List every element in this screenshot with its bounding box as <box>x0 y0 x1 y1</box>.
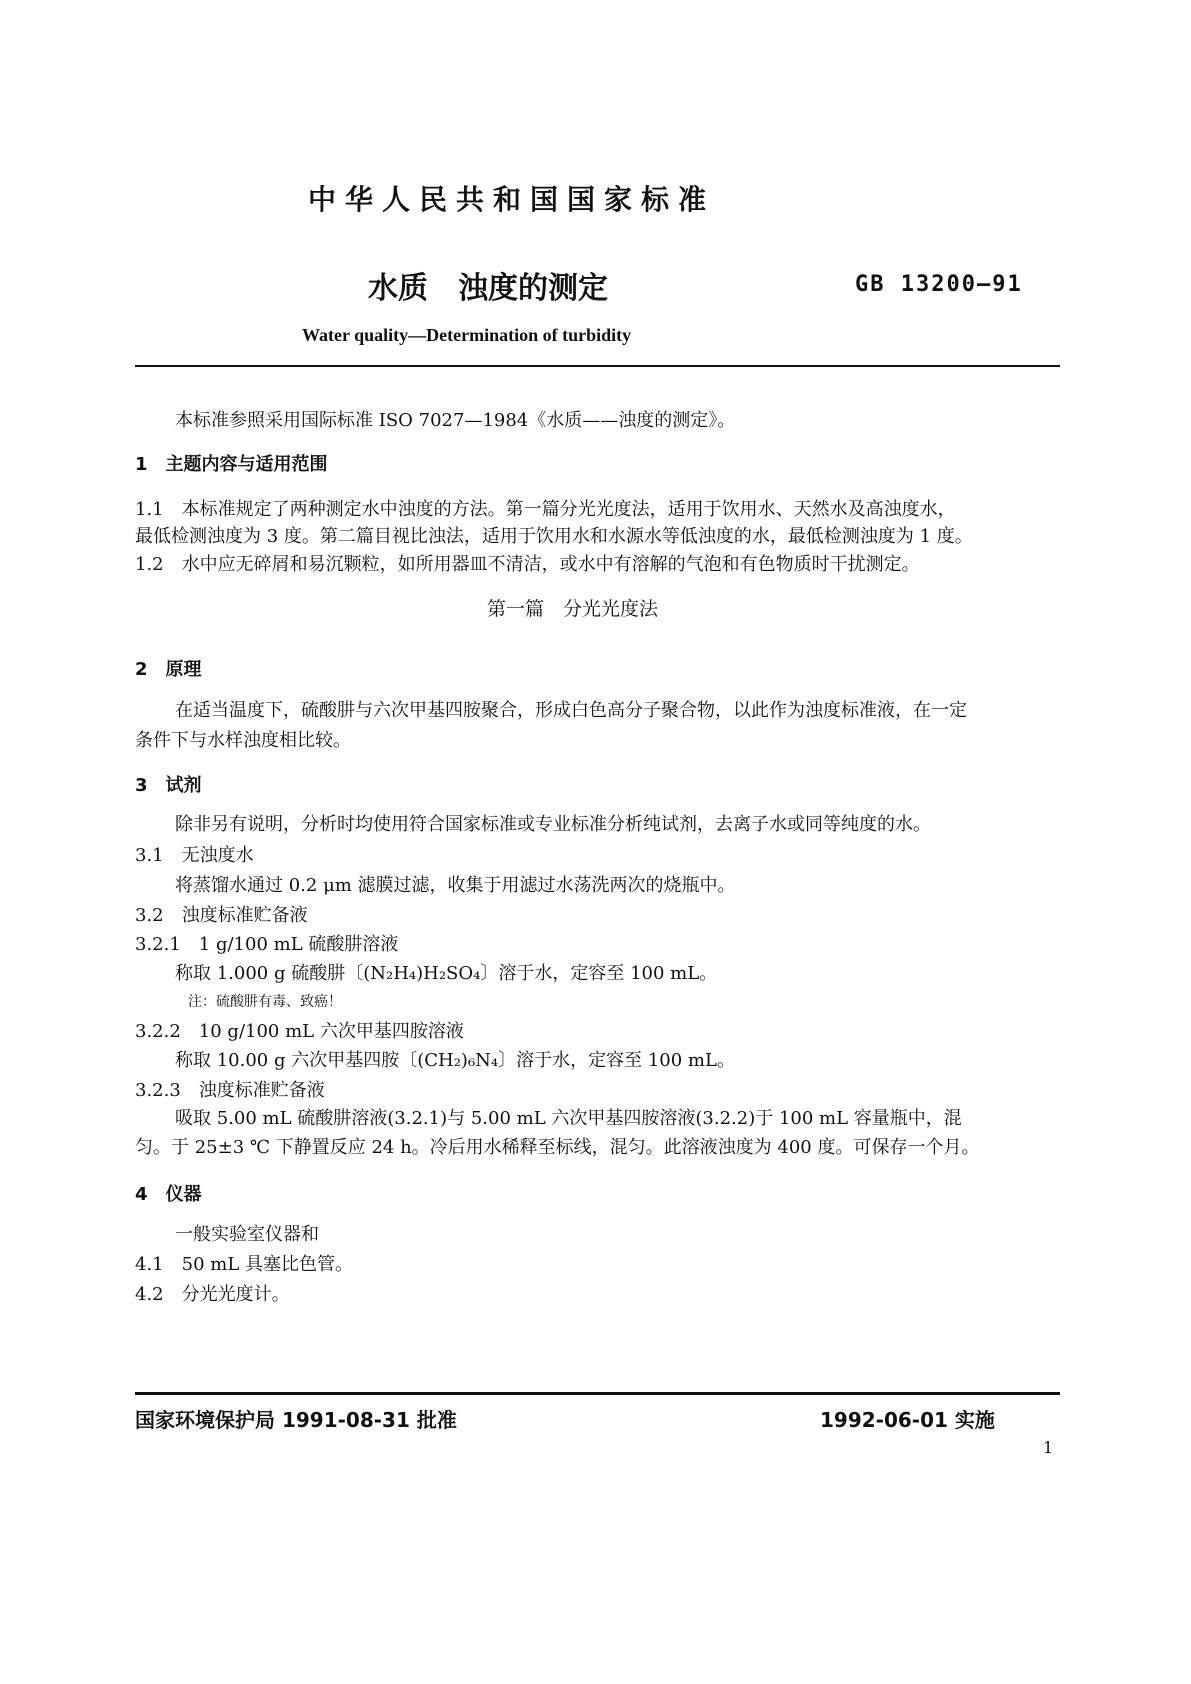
approval-info: 国家环境保护局 1991-08-31 批准 <box>135 1408 457 1432</box>
clause-3-2-1-text: 称取 1.000 g 硫酸肼〔(N₂H₄)H₂SO₄〕溶于水，定容至 100 mL。 <box>175 963 718 984</box>
toxicity-note: 注：硫酸肼有毒、致癌！ <box>188 994 342 1010</box>
section-4-heading: 4 仪器 <box>135 1184 202 1205</box>
clause-4-2: 4.2 分光光度计。 <box>135 1284 290 1305</box>
section-1-heading: 1 主题内容与适用范围 <box>135 454 328 475</box>
implementation-date: 1992-06-01 实施 <box>820 1408 995 1432</box>
clause-1-1-line2: 最低检测浊度为 3 度。第二篇目视比浊法，适用于饮用水和水源水等低浊度的水，最低检测浊度为 1 度。 <box>135 526 973 547</box>
footer-divider <box>135 1392 1060 1395</box>
clause-1-2: 1.2 水中应无碎屑和易沉颗粒，如所用器皿不清洁，或水中有溶解的气泡和有色物质时干扰测定。 <box>135 554 920 575</box>
clause-3-2-3-line1: 吸取 5.00 mL 硫酸肼溶液(3.2.1)与 5.00 mL 六次甲基四胺溶液(3.2.2)于 100 mL 容量瓶中，混 <box>175 1108 962 1129</box>
section-2-heading: 2 原理 <box>135 659 202 680</box>
part-1-title: 第一篇 分光光度法 <box>487 598 659 620</box>
clause-3-2-3: 3.2.3 浊度标准贮备液 <box>135 1080 325 1101</box>
english-title: Water quality—Determination of turbidity <box>302 325 632 345</box>
principle-line1: 在适当温度下，硫酸肼与六次甲基四胺聚合，形成白色高分子聚合物，以此作为浊度标准液，在一定 <box>175 700 967 721</box>
clause-3-2: 3.2 浊度标准贮备液 <box>135 905 308 926</box>
page-number: 1 <box>1043 1438 1054 1457</box>
clause-3-2-1: 3.2.1 1 g/100 mL 硫酸肼溶液 <box>135 934 399 955</box>
clause-3-2-3-line2: 匀。于 25±3 ℃ 下静置反应 24 h。冷后用水稀释至标线，混匀。此溶液浊度为 400 度。可保存一个月。 <box>135 1137 980 1158</box>
standard-number: GB 13200—91 <box>855 272 1023 297</box>
principle-line2: 条件下与水样浊度相比较。 <box>135 730 351 751</box>
instruments-intro: 一般实验室仪器和 <box>175 1224 319 1245</box>
national-standard-heading: 中华人民共和国国家标准 <box>308 183 716 216</box>
clause-3-2-2: 3.2.2 10 g/100 mL 六次甲基四胺溶液 <box>135 1021 464 1042</box>
document-title: 水质 浊度的测定 <box>368 271 608 306</box>
clause-4-1: 4.1 50 mL 具塞比色管。 <box>135 1254 353 1275</box>
section-3-heading: 3 试剂 <box>135 775 202 796</box>
reagents-intro: 除非另有说明，分析时均使用符合国家标准或专业标准分析纯试剂，去离子水或同等纯度的水。 <box>175 814 931 835</box>
clause-3-2-2-text: 称取 10.00 g 六次甲基四胺〔(CH₂)₆N₄〕溶于水，定容至 100 mL。 <box>175 1050 735 1071</box>
clause-1-1-line1: 1.1 本标准规定了两种测定水中浊度的方法。第一篇分光光度法，适用于饮用水、天然水及高浊度水， <box>135 499 956 520</box>
clause-3-1-text: 将蒸馏水通过 0.2 μm 滤膜过滤，收集于用滤过水荡洗两次的烧瓶中。 <box>175 875 736 896</box>
header-divider <box>135 365 1060 367</box>
clause-3-1: 3.1 无浊度水 <box>135 845 254 866</box>
intro-paragraph: 本标准参照采用国际标准 ISO 7027—1984《水质——浊度的测定》。 <box>175 410 736 431</box>
